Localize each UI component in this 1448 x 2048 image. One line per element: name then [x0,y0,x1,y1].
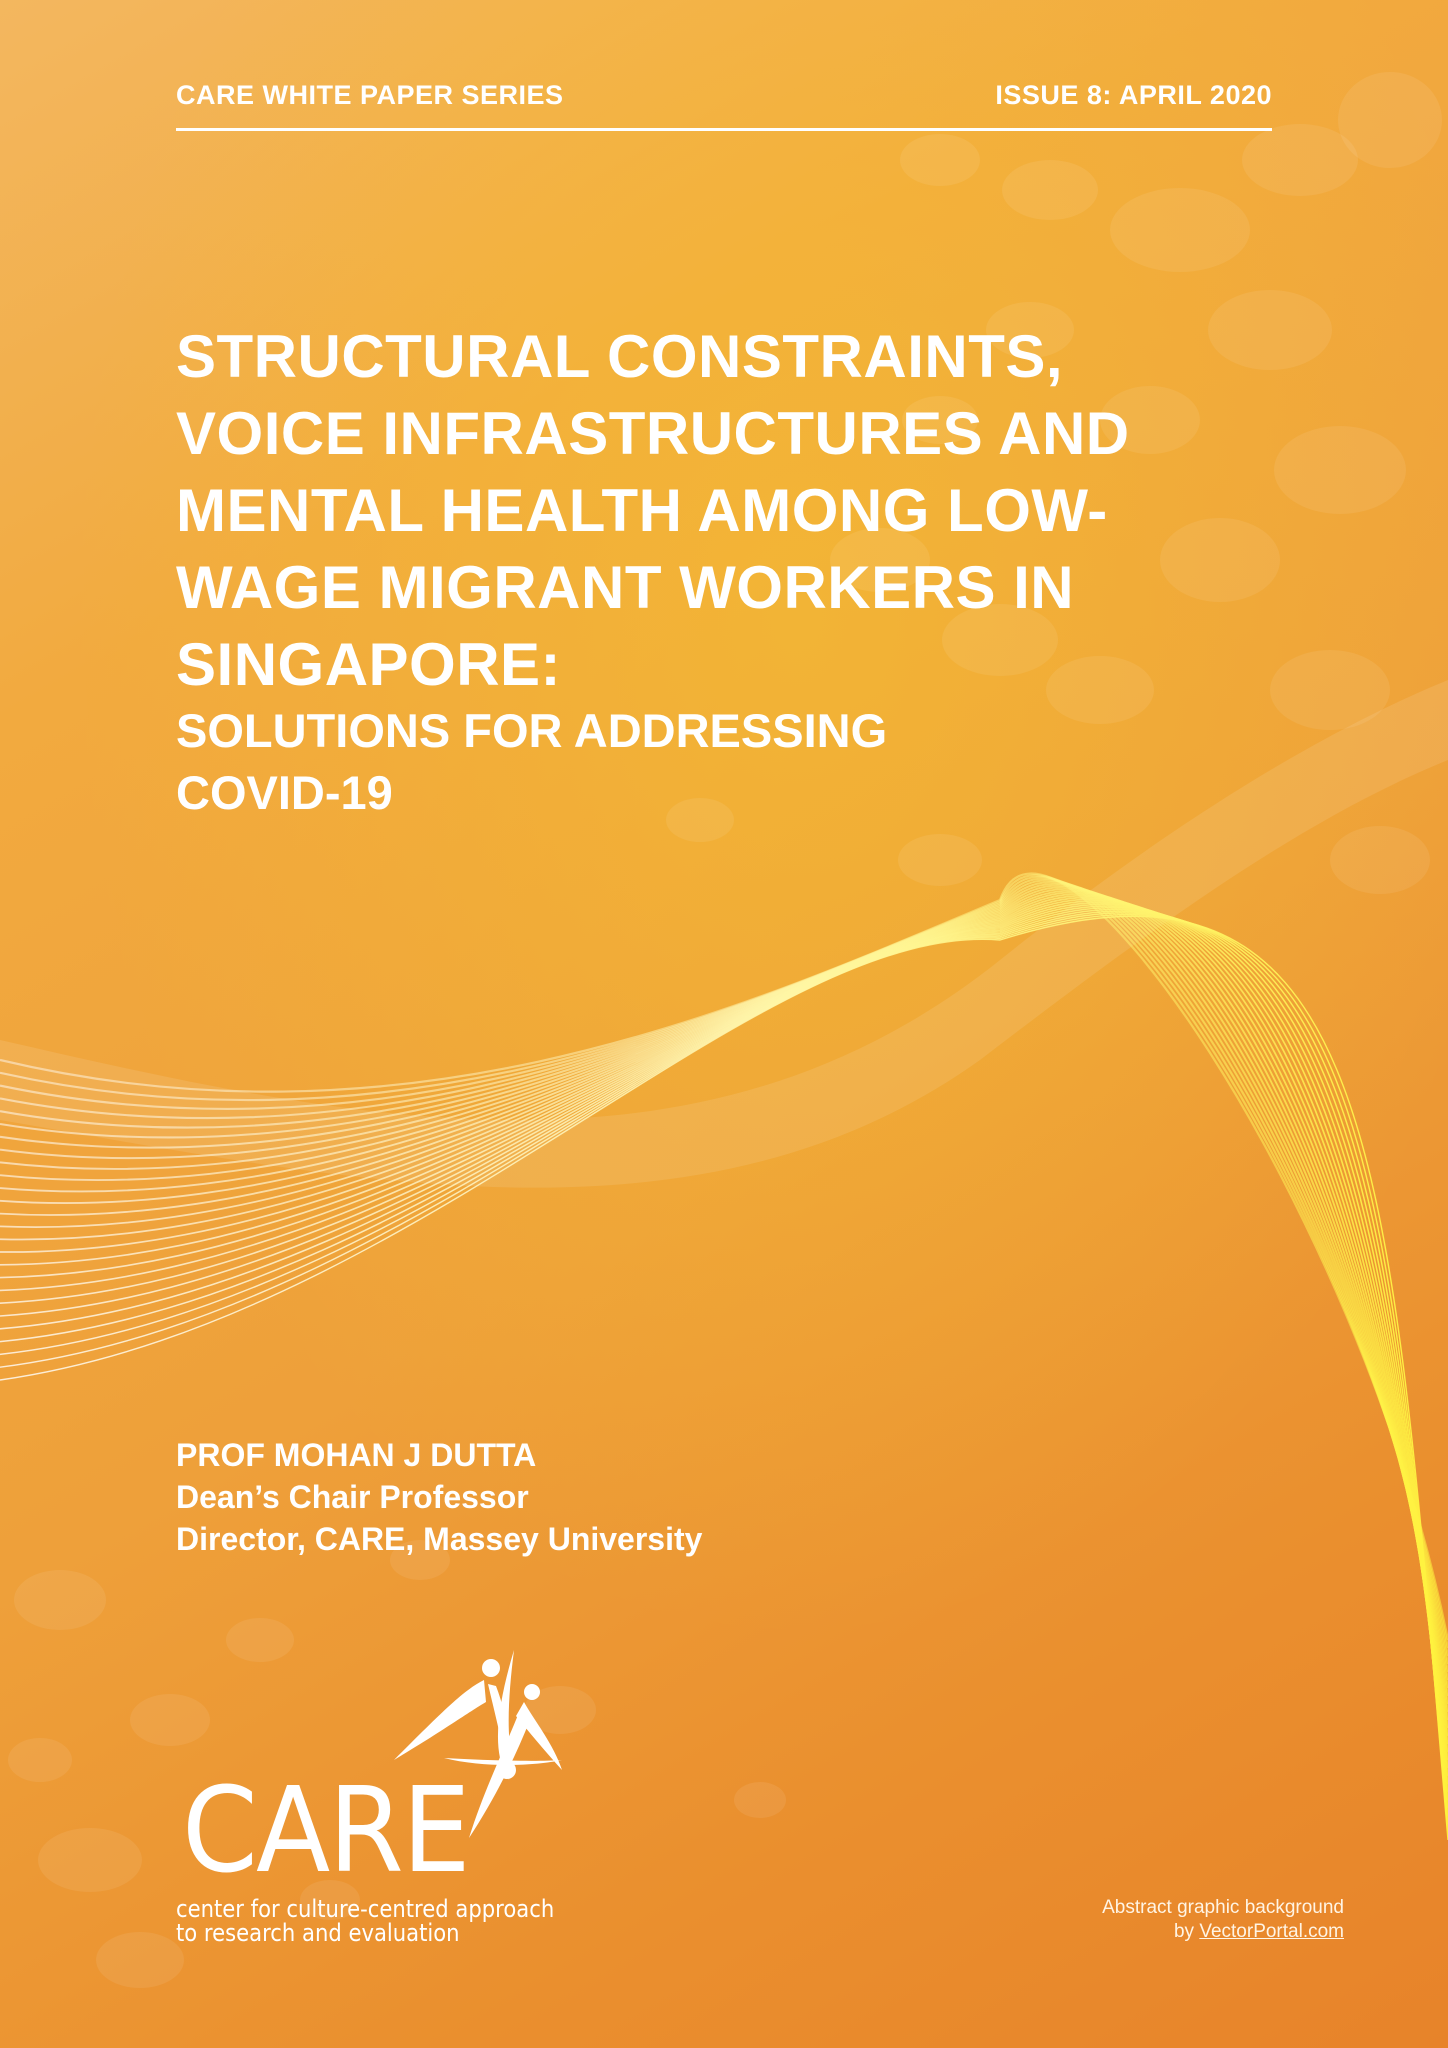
title-line: WAGE MIGRANT WORKERS IN [176,554,1075,621]
logo-tagline-line: to research and evaluation [176,1919,460,1947]
series-label: CARE WHITE PAPER SERIES [176,80,564,110]
author-affiliation: Director, CARE, Massey University [176,1521,703,1557]
credit-line-2 [1102,1920,1344,1944]
subtitle-line: SOLUTIONS FOR ADDRESSING [176,704,888,757]
care-logo [176,1650,596,1950]
bokeh-dot [38,1828,142,1892]
paper-subtitle [176,700,1076,824]
vectorportal-link[interactable]: VectorPortal.com [1199,1921,1344,1942]
bokeh-dot [8,1738,72,1782]
credit-line: Abstract graphic background [1102,1897,1344,1918]
issue-label: ISSUE 8: APRIL 2020 [995,80,1272,110]
bokeh-dot [1330,826,1430,894]
bokeh-dot [1338,72,1442,168]
image-credit [1102,1896,1344,1944]
credit-prefix: by [1173,1921,1200,1942]
bokeh-dot [900,134,980,186]
bokeh-dot [1274,426,1406,514]
logo-tagline [176,1897,554,1945]
title-line: STRUCTURAL CONSTRAINTS, [176,323,1064,390]
bokeh-dot [1002,160,1098,220]
subtitle-line: COVID-19 [176,766,393,819]
author-block [176,1434,702,1560]
paper-title [176,318,1286,703]
logo-wordmark: CARE [182,1761,469,1899]
bokeh-dot [1110,188,1250,272]
series-header [176,80,1272,131]
bokeh-dot [14,1570,106,1630]
bokeh-dot [734,1782,786,1818]
author-name: PROF MOHAN J DUTTA [176,1437,537,1473]
author-role: Dean’s Chair Professor [176,1479,529,1515]
logo-tagline-line: center for culture-centred approach [176,1895,555,1923]
bokeh-dot [96,1932,184,1988]
title-line: MENTAL HEALTH AMONG LOW- [176,477,1108,544]
bokeh-dot [898,834,982,886]
title-line: VOICE INFRASTRUCTURES AND [176,400,1130,467]
title-line: SINGAPORE: [176,631,562,698]
